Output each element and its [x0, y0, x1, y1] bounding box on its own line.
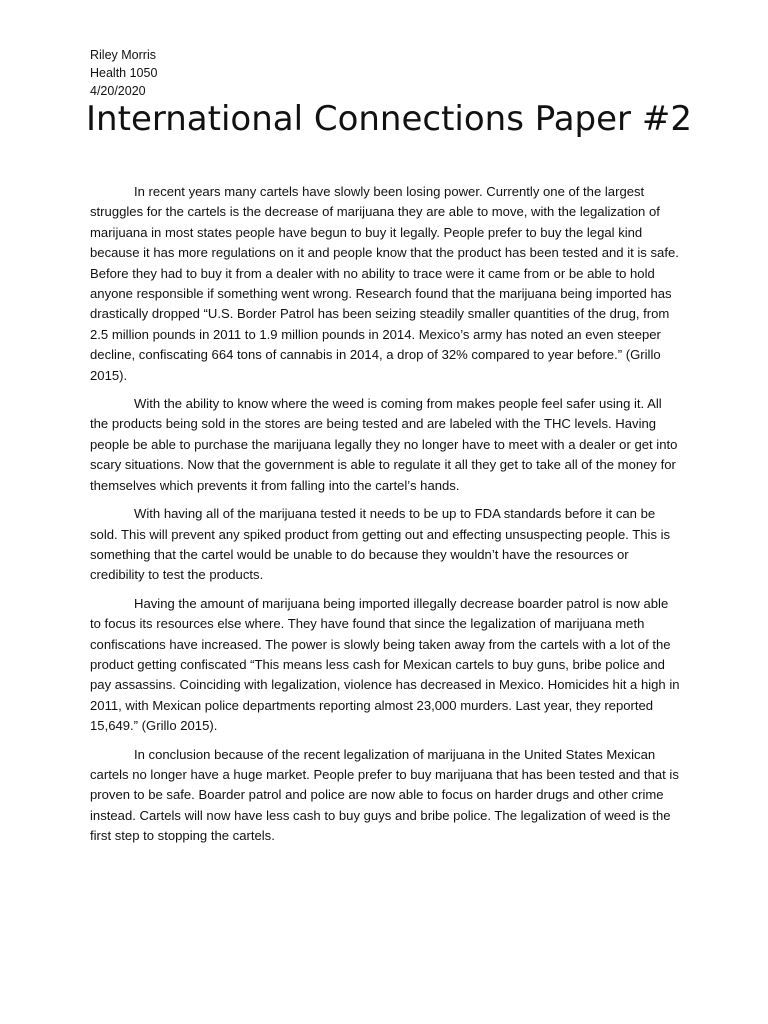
- document-title: International Connections Paper #2: [86, 99, 692, 139]
- document-date: 4/20/2020: [90, 84, 146, 98]
- paragraph-3: With having all of the marijuana tested it needs to be up to FDA standards before it can be sold. This will prevent any spiked product from getting out and effecting unsuspecting people. This is something that the cartel would be unable to do because they wouldn’t have the resources or credibility to test the products.: [90, 506, 671, 583]
- paragraph-2: With the ability to know where the weed is coming from makes people feel safer using it. All the products being sold in the stores are being tested and are labeled with the THC levels. Having people be able to purchase the marijuana legally they no longer have to meet with a dealer or get into scary situations. Now that the government is able to regulate it all they get to take all of the money for themselves which prevents it from falling into the cartel’s hands.: [90, 396, 678, 493]
- course-name: Health 1050: [90, 66, 158, 80]
- document-body: [90, 182, 680, 855]
- paragraph-1: In recent years many cartels have slowly been losing power. Currently one of the largest struggles for the cartels is the decrease of marijuana they are able to move, with the legalization of marijuana in most states people have begun to buy it legally. People prefer to buy the legal kind because it has more regulations on it and people know that the product has been tested and it is safe. Before they had to buy it from a dealer with no ability to trace were it came from or be able to hold anyone responsible if something went wrong. Research found that the marijuana being imported has drastically dropped “U.S. Border Patrol has been seizing steadily smaller quantities of the drug, from 2.5 million pounds in 2011 to 1.9 million pounds in 2014. Mexico’s army has noted an even steeper decline, confiscating 664 tons of cannabis in 2014, a drop of 32% compared to year before.” (Grillo 2015).: [90, 184, 679, 383]
- document-header: [90, 46, 157, 100]
- paragraph-5: In conclusion because of the recent legalization of marijuana in the United States Mexican cartels no longer have a huge market. People prefer to buy marijuana that has been tested and that is proven to be safe. Boarder patrol and police are now able to focus on harder drugs and other crime instead. Cartels will now have less cash to buy guys and bribe police. The legalization of weed is the first step to stopping the cartels.: [90, 746, 679, 844]
- author-name: Riley Morris: [90, 48, 156, 62]
- paragraph-4: Having the amount of marijuana being imported illegally decrease boarder patrol is now able to focus its resources else where. They have found that since the legalization of marijuana meth confiscations have increased. The power is slowly being taken away from the cartels with a lot of the product getting confiscated “This means less cash for Mexican cartels to buy guns, bribe police and pay assassins. Coinciding with legalization, violence has decreased in Mexico. Homicides hit a high in 2011, with Mexican police departments reporting almost 23,000 murders. Last year, they reported 15,649.” (Grillo 2015).: [90, 595, 680, 734]
